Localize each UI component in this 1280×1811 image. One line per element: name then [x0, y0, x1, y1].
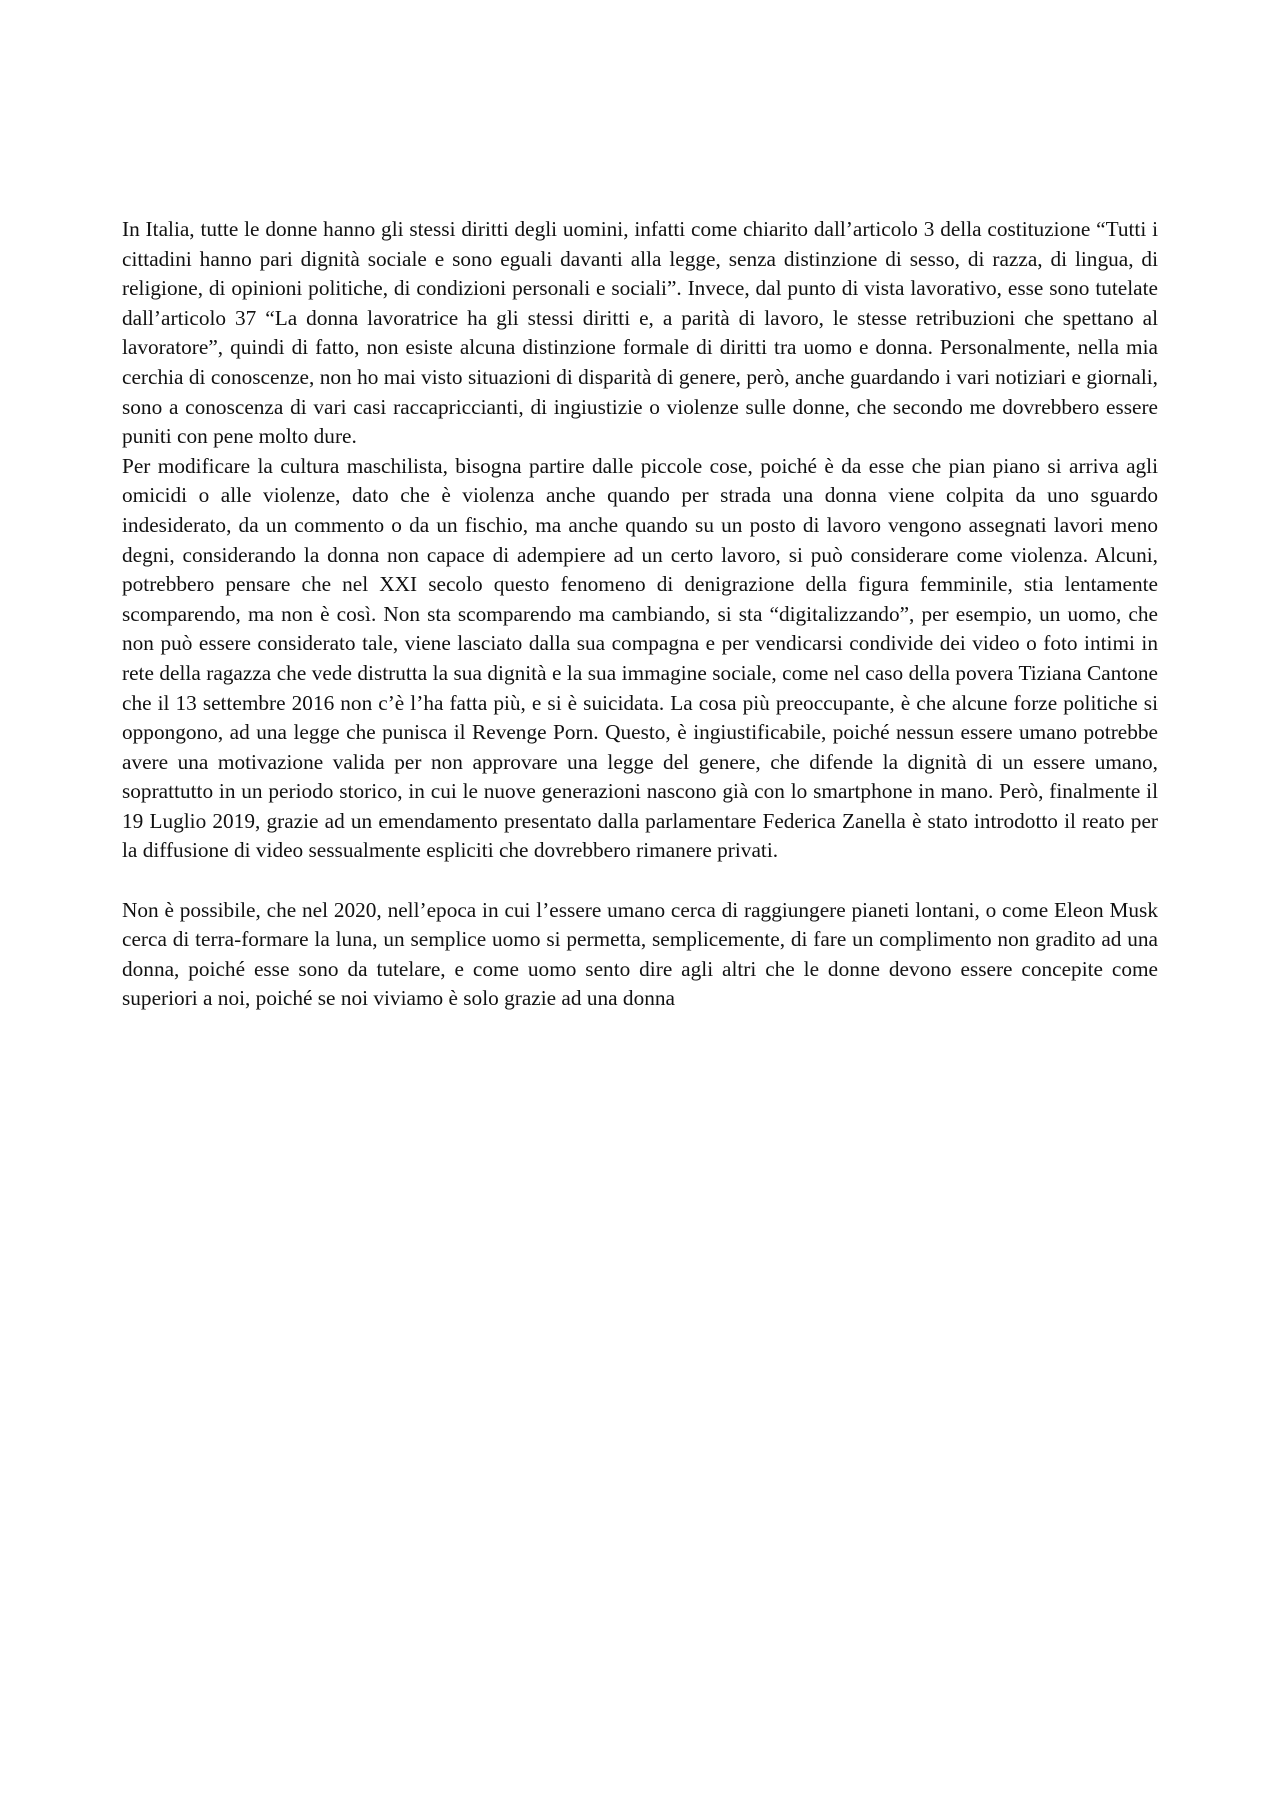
document-body	[122, 215, 1158, 1014]
paragraph-3: Non è possibile, che nel 2020, nell’epoca in cui l’essere umano cerca di raggiungere pianeti lontani, o come Eleon Musk cerca di terra-formare la luna, un semplice uomo si permetta, semplicemente, di fare un complimento non gradito ad una donna, poiché esse sono da tutelare, e come uomo sento dire agli altri che le donne devono essere concepite come superiori a noi, poiché se noi viviamo è solo grazie ad una donna	[122, 897, 1158, 1011]
paragraph-1: In Italia, tutte le donne hanno gli stessi diritti degli uomini, infatti come chiarito dall’articolo 3 della costituzione “Tutti i cittadini hanno pari dignità sociale e sono eguali davanti alla legge, senza distinzione di sesso, di razza, di lingua, di religione, di opinioni politiche, di condizioni personali e sociali”. Invece, dal punto di vista lavorativo, esse sono tutelate dall’articolo 37 “La donna lavoratrice ha gli stessi diritti e, a parità di lavoro, le stesse retribuzioni che spettano al lavoratore”, quindi di fatto, non esiste alcuna distinzione formale di diritti tra uomo e donna. Personalmente, nella mia cerchia di conoscenze, non ho mai visto situazioni di disparità di genere, però, anche guardando i vari notiziari e giornali, sono a conoscenza di vari casi raccapriccianti, di ingiustizie o violenze sulle donne, che secondo me dovrebbero essere puniti con pene molto dure.	[122, 217, 1158, 449]
paragraph-spacer	[122, 866, 1158, 896]
paragraph-2: Per modificare la cultura maschilista, bisogna partire dalle piccole cose, poiché è da esse che pian piano si arriva agli omicidi o alle violenze, dato che è violenza anche quando per strada una donna viene colpita da uno sguardo indesiderato, da un commento o da un fischio, ma anche quando su un posto di lavoro vengono assegnati lavori meno degni, considerando la donna non capace di adempiere ad un certo lavoro, si può considerare come violenza. Alcuni, potrebbero pensare che nel XXI secolo questo fenomeno di denigrazione della figura femminile, stia lentamente scomparendo, ma non è così. Non sta scomparendo ma cambiando, si sta “digitalizzando”, per esempio, un uomo, che non può essere considerato tale, viene lasciato dalla sua compagna e per vendicarsi condivide dei video o foto intimi in rete della ragazza che vede distrutta la sua dignità e la sua immagine sociale, come nel caso della povera Tiziana Cantone che il 13 settembre 2016 non c’è l’ha fatta più, e si è suicidata. La cosa più preoccupante, è che alcune forze politiche si oppongono, ad una legge che punisca il Revenge Porn. Questo, è ingiustificabile, poiché nessun essere umano potrebbe avere una motivazione valida per non approvare una legge del genere, che difende la dignità di un essere umano, soprattutto in un periodo storico, in cui le nuove generazioni nascono già con lo smartphone in mano. Però, finalmente il 19 Luglio 2019, grazie ad un emendamento presentato dalla parlamentare Federica Zanella è stato introdotto il reato per la diffusione di video sessualmente espliciti che dovrebbero rimanere privati.	[122, 453, 1158, 863]
